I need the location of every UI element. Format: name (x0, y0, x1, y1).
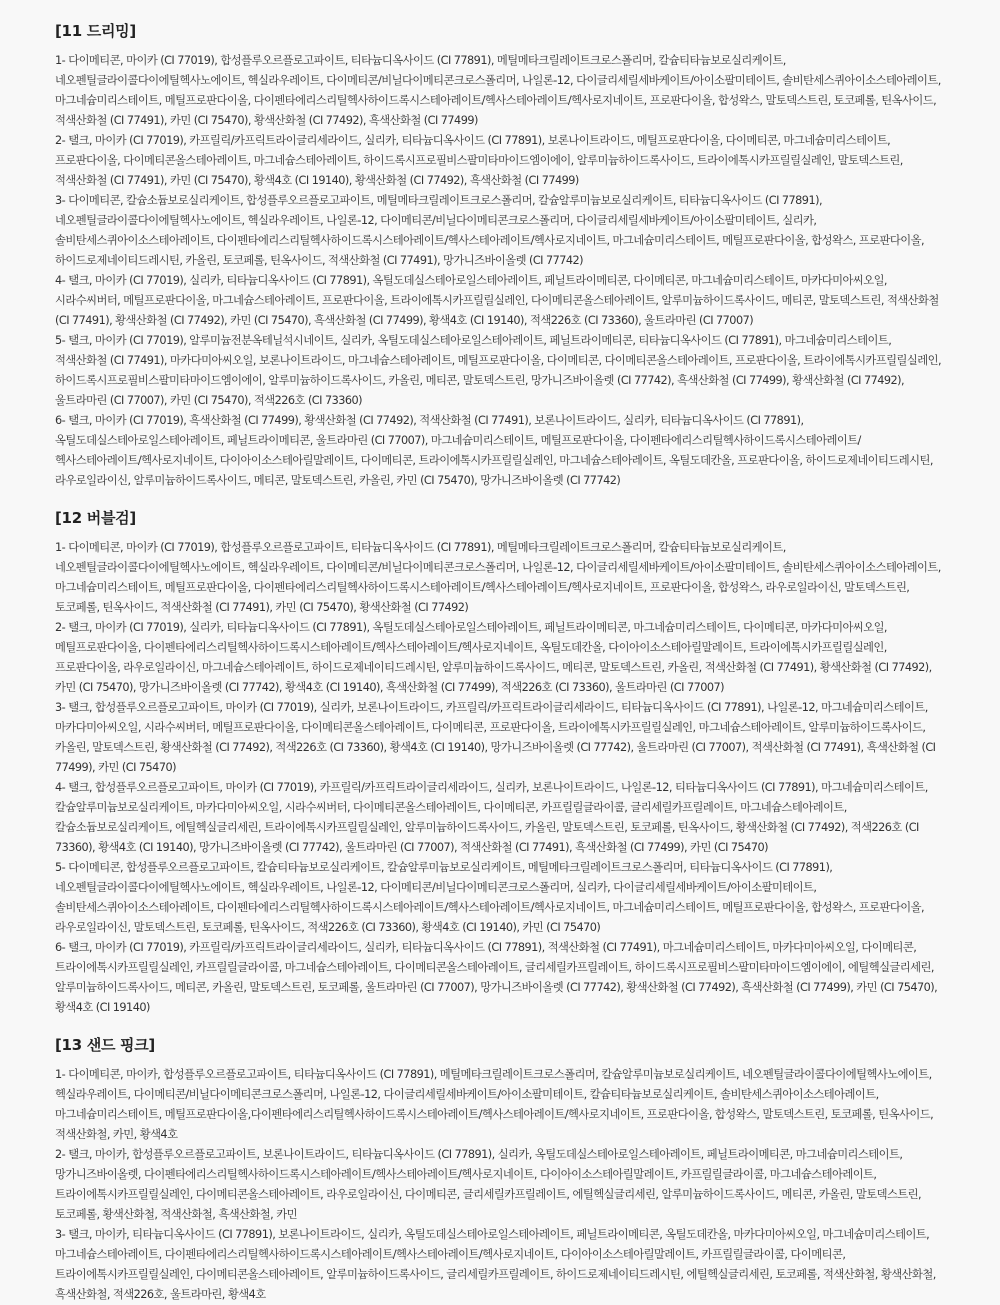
section-title: [12 버블검] (55, 509, 136, 527)
ingredient-entry: 2- 탤크, 마이카, 합성플루오르플로고파이트, 보론나이트라이드, 티타늄디옥사이드 (CI 77891), 실리카, 옥틸도데실스테아로일스테아레이트, 페닐트라이메티콘, 마그네슘미리스테이트, 망가니즈바이올렛, 다이펜타에리스리틸헥사하이드록시스테아레이트/헥사스테아레이트/헥사로지네이트, 다이아이소스테아릴말레이트, 카프릴릴글라이콜, 마그네슘스테아레이트, 트라이에톡시카프릴릴실레인, 다이메티콘올스테아레이트, 라우로일라이신, 다이메티콘, 글리세릴카프릴레이트, 에틸헥실글리세린, 알루미늄하이드록사이드, 메티콘, 카올린, 말토덱스트린, 토코페롤, 황색산화철, 적색산화철, 흑색산화철, 카민 (55, 1148, 922, 1221)
ingredient-entry: 5- 탤크, 마이카 (CI 77019), 알루미늄전분옥테닐석시네이트, 실리카, 옥틸도데실스테아로일스테아레이트, 페닐트라이메티콘, 티타늄디옥사이드 (CI 77891), 마그네슘미리스테이트, 적색산화철 (CI 77491), 마카다미아씨오일, 보론나이트라이드, 마그네슘스테아레이트, 메틸프로판다이올, 다이메티콘, 다이메티콘올스테아레이트, 프로판다이올, 트라이에톡시카프릴릴실레인, 하이드록시프로필비스팔미타마이드엠이에이, 알루미늄하이드록사이드, 카올린, 메티콘, 말토덱스트린, 망가니즈바이올렛 (CI 77742), 흑색산화철 (CI 77499), 황색산화철 (CI 77492), 울트라마린 (CI 77007), 카민 (CI 75470), 적색226호 (CI 73360) (55, 334, 942, 407)
ingredient-entry: 6- 탤크, 마이카 (CI 77019), 카프릴릭/카프릭트라이글리세라이드, 실리카, 티타늄디옥사이드 (CI 77891), 적색산화철 (CI 77491), 마그네슘미리스테이트, 마카다미아씨오일, 다이메티콘, 트라이에톡시카프릴릴실레인, 카프릴릴글라이콜, 마그네슘스테아레이트, 다이메티콘올스테아레이트, 글리세릴카프릴레이트, 하이드록시프로필비스팔미타마이드엠이에이, 에틸헥실글리세린, 알루미늄하이드록사이드, 메티콘, 카올린, 말토덱스트린, 토코페롤, 울트라마린 (CI 77007), 망가니즈바이올렛 (CI 77742), 황색산화철 (CI 77492), 흑색산화철 (CI 77499), 카민 (CI 75470), 황색4호 (CI 19140) (55, 941, 938, 1014)
ingredient-entry: 3- 탤크, 마이카, 티타늄디옥사이드 (CI 77891), 보론나이트라이드, 실리카, 옥틸도데실스테아로일스테아레이트, 페닐트라이메티콘, 옥틸도데칸올, 마카다미아씨오일, 마그네슘미리스테이트, 마그네슘스테아레이트, 다이펜타에리스리틸헥사하이드록시스테아레이트/헥사스테아레이트/헥사로지네이트, 다이아이소스테아릴말레이트, 카프릴릴글라이콜, 다이메티콘, 트라이에톡시카프릴릴실레인, 다이메티콘올스테아레이트, 알루미늄하이드록사이드, 글리세릴카프릴레이트, 하이드로제네이티드레시틴, 에틸헥실글리세린, 토코페롤, 적색산화철, 황색산화철, 흑색산화철, 적색226호, 울트라마린, 황색4호 (55, 1228, 936, 1301)
ingredient-entry: 2- 탤크, 마이카 (CI 77019), 실리카, 티타늄디옥사이드 (CI 77891), 옥틸도데실스테아로일스테아레이트, 페닐트라이메티콘, 마그네슘미리스테이트, 다이메티콘, 마카다미아씨오일, 메틸프로판다이올, 다이펜타에리스리틸헥사하이드록시스테아레이트/헥사스테아레이트/헥사로지네이트, 옥틸도데칸올, 다이아이소스테아릴말레이트, 트라이에톡시카프릴릴실레인, 프로판다이올, 라우로일라이신, 마그네슘스테아레이트, 하이드로제네이티드레시틴, 알루미늄하이드록사이드, 메티콘, 말토덱스트린, 카올린, 적색산화철 (CI 77491), 황색산화철 (CI 77492), 카민 (CI 75470), 망가니즈바이올렛 (CI 77742), 황색4호 (CI 19140), 흑색산화철 (CI 77499), 적색226호 (CI 73360), 울트라마린 (CI 77007) (55, 621, 932, 694)
ingredient-entry: 3- 다이메티콘, 칼슘소듐보로실리케이트, 합성플루오르플로고파이트, 메틸메타크릴레이트크로스폴리머, 칼슘알루미늄보로실리케이트, 티타늄디옥사이드 (CI 77891), 네오펜틸글라이콜다이에틸헥사노에이트, 헥실라우레이트, 나일론-12, 다이메티콘/비닐다이메티콘크로스폴리머, 다이글리세릴세바케이트/아이소팔미테이트, 실리카, 솔비탄세스퀴아이소스테아레이트, 다이펜타에리스리틸헥사하이드록시스테아레이트/헥사스테아레이트/헥사로지네이트, 마그네슘미리스테이트, 메틸프로판다이올, 합성왁스, 프로판다이올, 하이드로제네이티드레시틴, 카올린, 토코페롤, 틴옥사이드, 적색산화철 (CI 77491), 망가니즈바이올렛 (CI 77742) (55, 194, 924, 267)
section-dreaming (55, 18, 945, 491)
ingredient-entry: 3- 탤크, 합성플루오르플로고파이트, 마이카 (CI 77019), 실리카, 보론나이트라이드, 카프릴릭/카프릭트라이글리세라이드, 티타늄디옥사이드 (CI 77891), 나일론-12, 마그네슘미리스테이트, 마카다미아씨오일, 시라수씨버터, 메틸프로판다이올, 다이메티콘올스테아레이트, 다이메티콘, 프로판다이올, 트라이에톡시카프릴릴실레인, 마그네슘스테아레이트, 알루미늄하이드록사이드, 카올린, 말토덱스트린, 황색산화철 (CI 77492), 적색226호 (CI 73360), 황색4호 (CI 19140), 망가니즈바이올렛 (CI 77742), 울트라마린 (CI 77007), 적색산화철 (CI 77491), 흑색산화철 (CI 77499), 카민 (CI 75470) (55, 701, 936, 774)
ingredient-entry: 1- 다이메티콘, 마이카, 합성플루오르플로고파이트, 티타늄디옥사이드 (CI 77891), 메틸메타크릴레이트크로스폴리머, 칼슘알루미늄보로실리케이트, 네오펜틸글라이콜다이에틸헥사노에이트, 헥실라우레이트, 다이메티콘/비닐다이메티콘크로스폴리머, 나일론-12, 다이글리세릴세바케이트/아이소팔미테이트, 칼슘티타늄보로실리케이트, 솔비탄세스퀴아이소스테아레이트, 마그네슘미리스테이트, 메틸프로판다이올,다이펜타에리스리틸헥사하이드록시스테아레이트/헥사스테아레이트/헥사로지네이트, 프로판다이올, 합성왁스, 말토덱스트린, 토코페롤, 틴옥사이드, 적색산화철, 카민, 황색4호 (55, 1068, 934, 1141)
ingredient-entry: 5- 다이메티콘, 합성플루오르플로고파이트, 칼슘티타늄보로실리케이트, 칼슘알루미늄보로실리케이트, 메틸메타크릴레이트크로스폴리머, 티타늄디옥사이드 (CI 77891), 네오펜틸글라이콜다이에틸헥사노에이트, 헥실라우레이트, 나일론-12, 다이메티콘/비닐다이메티콘크로스폴리머, 실리카, 다이글리세릴세바케이트/아이소팔미테이트, 솔비탄세스퀴아이소스테아레이트, 다이펜타에리스리틸헥사하이드록시스테아레이트/헥사스테아레이트/헥사로지네이트, 마그네슘미리스테이트, 메틸프로판다이올, 합성왁스, 프로판다이올, 라우로일라이신, 말토덱스트린, 토코페롤, 틴옥사이드, 적색226호 (CI 73360), 황색4호 (CI 19140), 카민 (CI 75470) (55, 861, 924, 934)
section-sand-pink (55, 1032, 945, 1305)
ingredient-entry: 1- 다이메티콘, 마이카 (CI 77019), 합성플루오르플로고파이트, 티타늄디옥사이드 (CI 77891), 메틸메타크릴레이트크로스폴리머, 칼슘티타늄보로실리케이트, 네오펜틸글라이콜다이에틸헥사노에이트, 헥실라우레이트, 다이메티콘/비닐다이메티콘크로스폴리머, 나일론-12, 다이글리세릴세바케이트/아이소팔미테이트, 솔비탄세스퀴아이소스테아레이트, 마그네슘미리스테이트, 메틸프로판다이올, 다이펜타에리스리틸헥사하이드록시스테아레이트/헥사스테아레이트/헥사로지네이트, 프로판다이올, 합성왁스, 라우로일라이신, 말토덱스트린, 토코페롤, 틴옥사이드, 적색산화철 (CI 77491), 카민 (CI 75470), 황색산화철 (CI 77492) (55, 541, 941, 614)
ingredient-entry: 2- 탤크, 마이카 (CI 77019), 카프릴릭/카프릭트라이글리세라이드, 실리카, 티타늄디옥사이드 (CI 77891), 보론나이트라이드, 메틸프로판다이올, 다이메티콘, 마그네슘미리스테이트, 프로판다이올, 다이메티콘올스테아레이트, 마그네슘스테아레이트, 하이드록시프로필비스팔미타마이드엠이에이, 알루미늄하이드록사이드, 트라이에톡시카프릴릴실레인, 말토덱스트린, 적색산화철 (CI 77491), 카민 (CI 75470), 황색4호 (CI 19140), 황색산화철 (CI 77492), 흑색산화철 (CI 77499) (55, 134, 903, 187)
ingredient-entry: 1- 다이메티콘, 마이카 (CI 77019), 합성플루오르플로고파이트, 티타늄디옥사이드 (CI 77891), 메틸메타크릴레이트크로스폴리머, 칼슘티타늄보로실리케이트, 네오펜틸글라이콜다이에틸헥사노에이트, 헥실라우레이트, 다이메티콘/비닐다이메티콘크로스폴리머, 나일론-12, 다이글리세릴세바케이트/아이소팔미테이트, 솔비탄세스퀴아이소스테아레이트, 마그네슘미리스테이트, 메틸프로판다이올, 다이펜타에리스리틸헥사하이드록시스테아레이트/헥사스테아레이트/헥사로지네이트, 프로판다이올, 합성왁스, 말토덱스트린, 토코페롤, 틴옥사이드, 적색산화철 (CI 77491), 카민 (CI 75470), 황색산화철 (CI 77492), 흑색산화철 (CI 77499) (55, 54, 941, 127)
ingredient-entry: 6- 탤크, 마이카 (CI 77019), 흑색산화철 (CI 77499), 황색산화철 (CI 77492), 적색산화철 (CI 77491), 보론나이트라이드, 실리카, 티타늄디옥사이드 (CI 77891), 옥틸도데실스테아로일스테아레이트, 페닐트라이메티콘, 울트라마린 (CI 77007), 마그네슘미리스테이트, 메틸프로판다이올, 다이펜타에리스리틸헥사하이드록시스테아레이트/헥사스테아레이트/헥사로지네이트, 다이아이소스테아릴말레이트, 다이메티콘, 트라이에톡시카프릴릴실레인, 마그네슘스테아레이트, 옥틸도데칸올, 프로판다이올, 하이드로제네이티드레시틴, 라우로일라이신, 알루미늄하이드록사이드, 메티콘, 말토덱스트린, 카올린, 카민 (CI 75470), 망가니즈바이올렛 (CI 77742) (55, 414, 933, 487)
section-title: [11 드리밍] (55, 22, 136, 40)
section-title: [13 샌드 핑크] (55, 1036, 155, 1054)
section-bubblegum (55, 505, 945, 1018)
ingredient-entry: 4- 탤크, 마이카 (CI 77019), 실리카, 티타늄디옥사이드 (CI 77891), 옥틸도데실스테아로일스테아레이트, 페닐트라이메티콘, 다이메티콘, 마그네슘미리스테이트, 마카다미아씨오일, 시라수씨버터, 메틸프로판다이올, 마그네슘스테아레이트, 프로판다이올, 트라이에톡시카프릴릴실레인, 다이메티콘올스테아레이트, 알루미늄하이드록사이드, 메티콘, 말토덱스트린, 적색산화철 (CI 77491), 황색산화철 (CI 77492), 카민 (CI 75470), 흑색산화철 (CI 77499), 황색4호 (CI 19140), 적색226호 (CI 73360), 울트라마린 (CI 77007) (55, 274, 939, 327)
ingredient-entry: 4- 탤크, 합성플루오르플로고파이트, 마이카 (CI 77019), 카프릴릭/카프릭트라이글리세라이드, 실리카, 보론나이트라이드, 나일론-12, 티타늄디옥사이드 (CI 77891), 마그네슘미리스테이트, 칼슘알루미늄보로실리케이트, 마카다미아씨오일, 시라수씨버터, 다이메티콘올스테아레이트, 다이메티콘, 카프릴릴글라이콜, 글리세릴카프릴레이트, 마그네슘스테아레이트, 칼슘소듐보로실리케이트, 에틸헥실글리세린, 트라이에톡시카프릴릴실레인, 알루미늄하이드록사이드, 카올린, 말토덱스트린, 토코페롤, 틴옥사이드, 황색산화철 (CI 77492), 적색226호 (CI 73360), 황색4호 (CI 19140), 망가니즈바이올렛 (CI 77742), 울트라마린 (CI 77007), 적색산화철 (CI 77491), 흑색산화철 (CI 77499), 카민 (CI 75470) (55, 781, 928, 854)
